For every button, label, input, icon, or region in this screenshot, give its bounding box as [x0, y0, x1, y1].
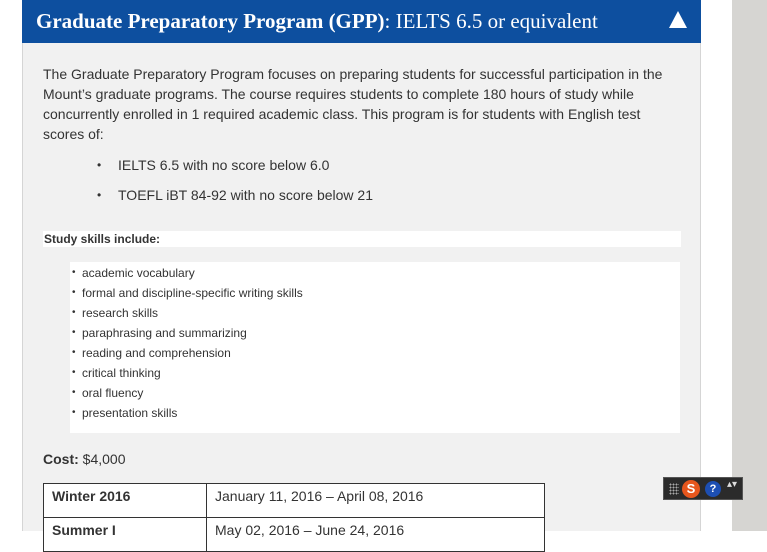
study-skills-heading: Study skills include: — [43, 231, 681, 247]
page-background-left — [0, 0, 22, 531]
list-item: • academic vocabulary — [70, 264, 680, 284]
triangle-up-icon[interactable] — [669, 11, 687, 28]
program-description: The Graduate Preparatory Program focuses on preparing students for successful participation in the Mount’s graduate programs. The course requires students to complete 180 hours of study while concurrently enrolled in 1 required academic class. This program is for students with English test scores of: — [43, 66, 663, 142]
cost-label: Cost: — [43, 451, 79, 467]
dates-cell: January 11, 2016 – April 08, 2016 — [207, 484, 545, 518]
cost-line — [43, 451, 126, 467]
table-row — [44, 518, 545, 552]
list-item: • formal and discipline-specific writing skills — [70, 284, 680, 304]
list-item: • critical thinking — [70, 364, 680, 384]
term-cell: Winter 2016 — [44, 484, 207, 518]
table-row — [44, 484, 545, 518]
accordion-header-gpp[interactable] — [22, 0, 701, 43]
list-item: • IELTS 6.5 with no score below 6.0 — [97, 155, 373, 185]
expand-arrows-icon[interactable]: ▴▾ — [726, 479, 738, 490]
list-item: • presentation skills — [70, 404, 680, 424]
list-item: • research skills — [70, 304, 680, 324]
program-requirement-title: : IELTS 6.5 or equivalent — [384, 9, 598, 33]
s-logo-icon[interactable]: S — [682, 480, 700, 498]
list-item: • TOEFL iBT 84-92 with no score below 21 — [97, 185, 373, 215]
program-title: Graduate Preparatory Program (GPP) — [36, 9, 385, 33]
accordion-panel-body — [22, 43, 701, 538]
floating-toolbar — [663, 477, 743, 500]
list-item: • reading and comprehension — [70, 344, 680, 364]
grip-icon[interactable] — [669, 483, 679, 495]
cost-value: $4,000 — [78, 451, 126, 467]
study-skills-box — [70, 262, 680, 433]
help-icon[interactable]: ? — [705, 481, 721, 497]
dates-cell: May 02, 2016 – June 24, 2016 — [207, 518, 545, 552]
list-item: • paraphrasing and summarizing — [70, 324, 680, 344]
page-gutter — [701, 0, 732, 531]
list-item: • oral fluency — [70, 384, 680, 404]
study-skills-list — [70, 262, 680, 424]
scrollbar-track[interactable] — [732, 0, 767, 531]
schedule-table — [43, 483, 545, 552]
score-requirements-list — [97, 155, 373, 215]
term-cell: Summer I — [44, 518, 207, 552]
